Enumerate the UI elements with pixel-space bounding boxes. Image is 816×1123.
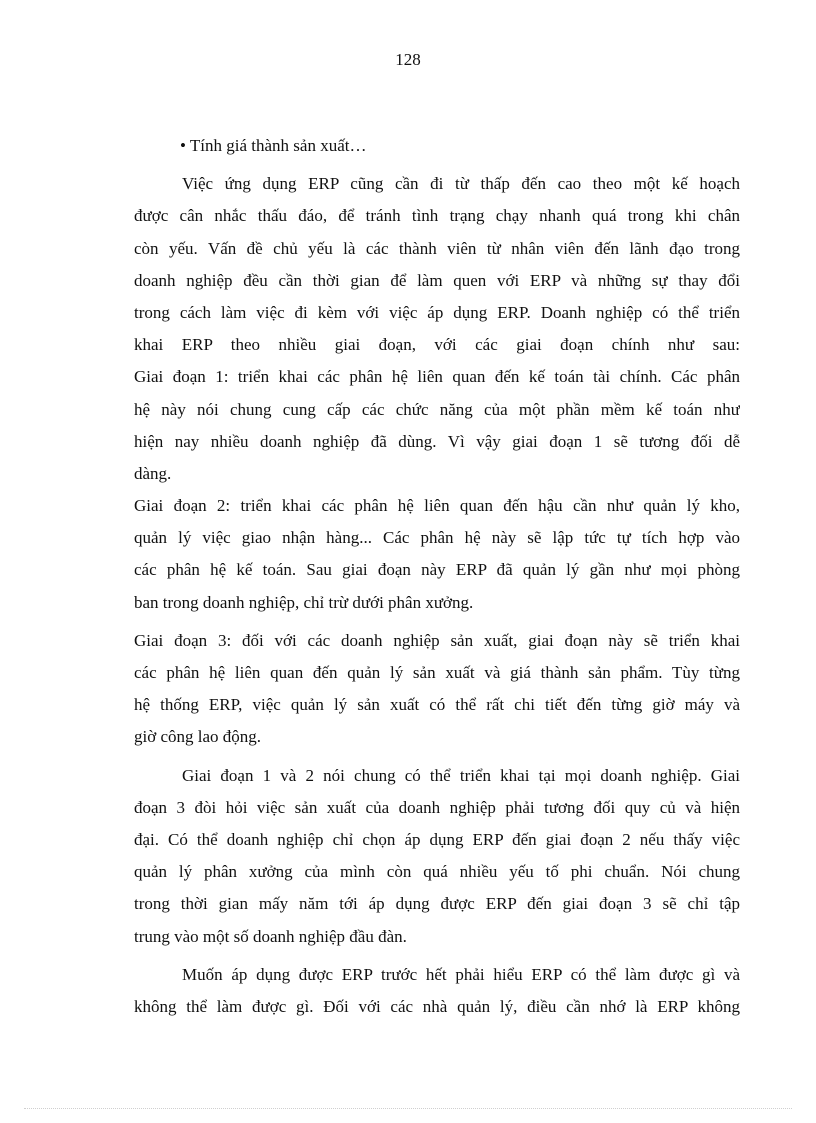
text-line: trong cách làm việc đi kèm với việc áp dụng ERP. Doanh nghiệp có thể triển	[134, 302, 740, 322]
paragraph-4	[134, 760, 740, 953]
text-line: Muốn áp dụng được ERP trước hết phải hiểu ERP có thể làm được gì và	[182, 964, 740, 984]
paragraph-2	[134, 490, 740, 619]
text-line: trung vào một số doanh nghiệp đầu đàn.	[134, 926, 407, 946]
text-line: Giai đoạn 1 và 2 nói chung có thể triển khai tại mọi doanh nghiệp. Giai	[182, 765, 740, 785]
footer-divider	[24, 1108, 792, 1109]
text-line: đoạn 3 đòi hỏi việc sản xuất của doanh nghiệp phải tương đối quy củ và hiện	[134, 797, 740, 817]
text-line: Giai đoạn 1: triển khai các phân hệ liên quan đến kế toán tài chính. Các phân	[134, 367, 740, 387]
text-line: ban trong doanh nghiệp, chỉ trừ dưới phân xưởng.	[134, 592, 474, 612]
text-line: không thể làm được gì. Đối với các nhà quản lý, điều cần nhớ là ERP không	[134, 996, 740, 1016]
text-line: Giai đoạn 2: triển khai các phân hệ liên quan đến hậu cần như quản lý kho,	[134, 496, 740, 516]
paragraph-3	[134, 625, 740, 754]
text-line: dàng.	[134, 463, 172, 483]
text-line: Giai đoạn 3: đối với các doanh nghiệp sản xuất, giai đoạn này sẽ triển khai	[134, 630, 740, 650]
text-line: còn yếu. Vấn đề chủ yếu là các thành viên từ nhân viên đến lãnh đạo trong	[134, 238, 740, 258]
text-line: doanh nghiệp đều cần thời gian để làm quen với ERP và những sự thay đổi	[134, 270, 740, 290]
text-line: các phân hệ liên quan đến quản lý sản xuất và giá thành sản phẩm. Tùy từng	[134, 663, 740, 682]
text-line: quản lý phân xưởng của mình còn quá nhiều yếu tố phi chuẩn. Nói chung	[134, 862, 740, 882]
body-text	[134, 130, 740, 1023]
page-number: 128	[395, 50, 421, 69]
text-line: quản lý việc giao nhận hàng... Các phân hệ này sẽ lập tức tự tích hợp vào	[134, 528, 740, 548]
text-line: được cân nhắc thấu đáo, để tránh tình trạng chạy nhanh quá trong khi chân	[134, 206, 740, 226]
paragraph-1	[134, 168, 740, 490]
text-line: các phân hệ kế toán. Sau giai đoạn này ERP đã quản lý gần như mọi phòng	[134, 560, 740, 580]
text-line: giờ công lao động.	[134, 727, 262, 747]
bullet-item: • Tính giá thành sản xuất…	[180, 136, 367, 155]
text-line: đại. Có thể doanh nghiệp chỉ chọn áp dụng ERP đến giai đoạn 2 nếu thấy việc	[134, 829, 740, 849]
text-line: hệ này nói chung cung cấp các chức năng của một phần mềm kế toán như	[134, 399, 740, 419]
text-line: khai ERP theo nhiều giai đoạn, với các giai đoạn chính như sau:	[134, 335, 740, 355]
text-line: Việc ứng dụng ERP cũng cần đi từ thấp đến cao theo một kế hoạch	[182, 174, 740, 194]
text-line: trong thời gian mấy năm tới áp dụng được ERP đến giai đoạn 3 sẽ chỉ tập	[134, 894, 740, 914]
text-line: hiện nay nhiều doanh nghiệp đã dùng. Vì vậy giai đoạn 1 sẽ tương đối dễ	[134, 431, 740, 451]
text-line: hệ thống ERP, việc quản lý sản xuất có thể rất chi tiết đến từng giờ máy và	[134, 695, 740, 715]
paragraph-5	[134, 959, 740, 1023]
